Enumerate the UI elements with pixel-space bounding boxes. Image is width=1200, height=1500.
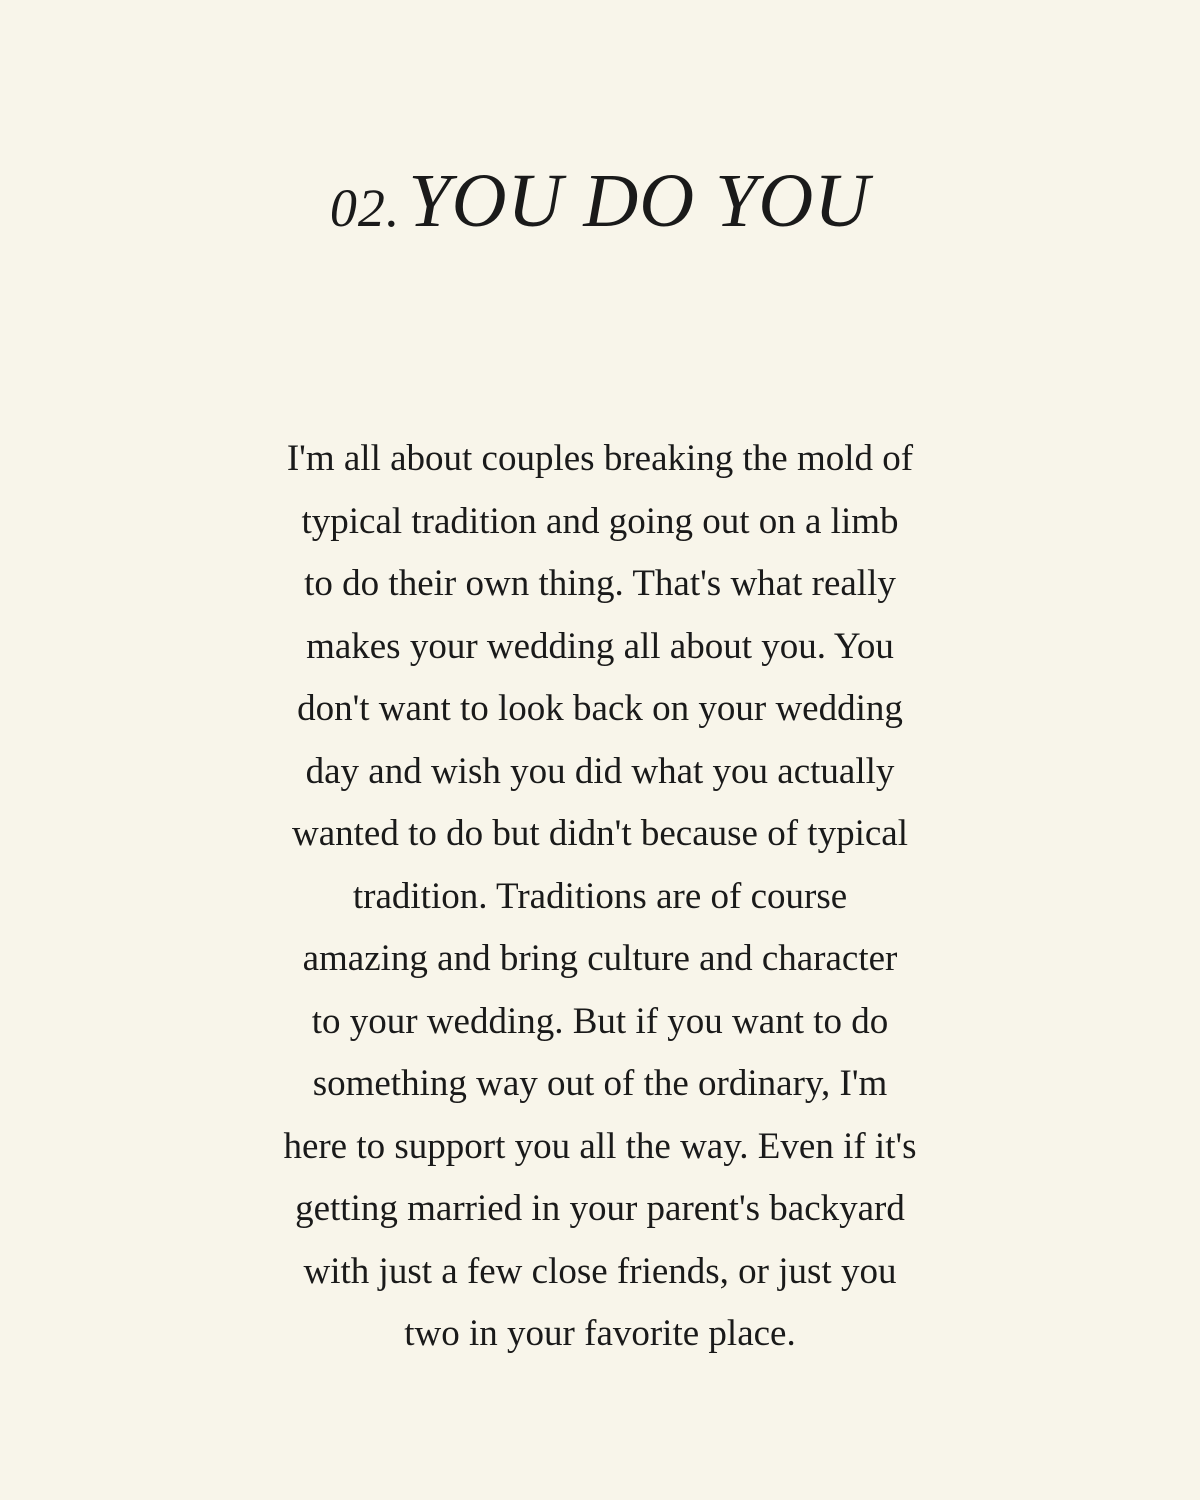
body-line: amazing and bring culture and character [302,938,898,979]
body-line: something way out of the ordinary, I'm [312,1063,888,1104]
body-line: tradition. Traditions are of course [352,875,848,917]
body-line: two in your favorite place. [404,1313,796,1354]
body-line: with just a few close friends, or just you [303,1250,897,1292]
page-title [0,158,1200,245]
body-line: day and wish you did what you actually [305,750,895,792]
body-line: to do their own thing. That's what really [304,563,896,604]
body-line: I'm all about couples breaking the mold of [286,438,914,479]
body-line: don't want to look back on your wedding [297,688,903,729]
body-line: wanted to do but didn't because of typical [292,813,908,854]
body-line: getting married in your parent's backyard [295,1188,905,1229]
body-line: makes your wedding all about you. You [306,625,894,667]
body-line: here to support you all the way. Even if it's [283,1125,917,1167]
section-title: YOU DO YOU [408,159,871,243]
section-number: 02. [329,178,401,238]
body-line: typical tradition and going out on a limb [301,500,899,542]
body-line: to your wedding. But if you want to do [311,1000,889,1042]
body-paragraph [200,428,1000,1366]
